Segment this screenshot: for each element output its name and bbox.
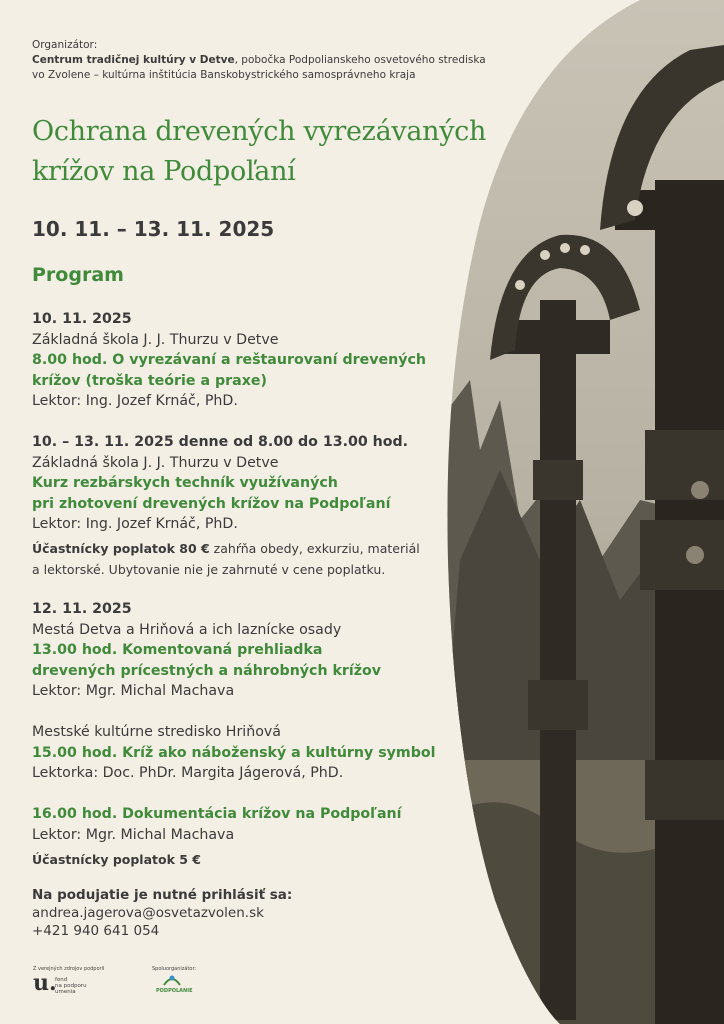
item-lector: Lektor: Ing. Jozef Krnáč, PhD. <box>32 393 238 409</box>
organizer-block <box>32 38 492 83</box>
item-date: 12. 11. 2025 <box>32 601 132 617</box>
title-line-2: krížov na Podpoľaní <box>32 156 296 187</box>
item-fee: Účastnícky poplatok 5 € <box>32 852 201 867</box>
item-lector: Lektor: Mgr. Michal Machava <box>32 826 235 843</box>
program-item-5 <box>32 804 452 870</box>
fee-detail: zahŕňa obedy, exkurziu, materiál <box>209 540 420 556</box>
item-lector: Lektor: Ing. Jozef Krnáč, PhD. <box>32 516 238 532</box>
item-event-cont: drevených prícestných a náhrobných krížov <box>32 662 382 679</box>
program-heading: Program <box>32 264 124 286</box>
fund-name-1: fond <box>55 977 68 983</box>
item-date: 10. – 13. 11. 2025 denne od 8.00 do 13.00 hod. <box>32 434 409 450</box>
fund-name-2: na podporu <box>55 983 87 989</box>
fee-amount: Účastnícky poplatok 80 € <box>32 540 210 556</box>
fund-name-3: umenia <box>55 989 76 995</box>
contact-email[interactable]: andrea.jagerova@osvetazvolen.sk <box>32 905 264 921</box>
program-item-1 <box>32 309 452 412</box>
registration-note: Na podujatie je nutné prihlásiť sa: <box>32 887 293 903</box>
organizer-detail-2: vo Zvolene – kultúrna inštitúcia Banskobystrického samosprávneho kraja <box>32 69 416 81</box>
organizer-detail: , pobočka Podpolianskeho osvetového strediska <box>234 54 486 66</box>
item-place: Základná škola J. J. Thurzu v Detve <box>32 454 279 471</box>
fund-name <box>55 977 87 995</box>
item-place: Základná škola J. J. Thurzu v Detve <box>32 331 279 348</box>
item-event: 16.00 hod. Dokumentácia krížov na Podpoľaní <box>32 806 402 822</box>
partner-logo-icon <box>162 973 182 987</box>
contact-block <box>32 886 452 940</box>
event-dates: 10. 11. – 13. 11. 2025 <box>32 217 275 241</box>
item-event: 8.00 hod. O vyrezávaní a reštaurovaní drevených <box>32 352 426 368</box>
fee-detail-2: a lektorské. Ubytovanie nie je zahrnuté v cene poplatku. <box>32 561 386 577</box>
program-item-4 <box>32 722 452 784</box>
contact-phone[interactable]: +421 940 641 054 <box>32 923 160 939</box>
partner-label: Spoluorganizátor: <box>152 966 197 972</box>
partner-name: PODPOLANIE <box>156 988 193 994</box>
item-event: Kurz rezbárskych techník využívaných <box>32 475 338 491</box>
page-title <box>32 112 486 192</box>
item-lector: Lektorka: Doc. PhDr. Margita Jágerová, PhD. <box>32 765 344 781</box>
item-lector: Lektor: Mgr. Michal Machava <box>32 683 235 699</box>
item-fee <box>32 538 452 559</box>
fund-logo: u. <box>33 970 57 996</box>
item-event: 15.00 hod. Kríž ako náboženský a kultúrny symbol <box>32 744 436 761</box>
program-item-2 <box>32 432 452 580</box>
item-place: Mestá Detva a Hriňová a ich laznícke osady <box>32 621 342 638</box>
item-event-cont: krížov (troška teórie a praxe) <box>32 372 267 389</box>
title-line-1: Ochrana drevených vyrezávaných <box>32 116 487 147</box>
item-event: 13.00 hod. Komentovaná prehliadka <box>32 642 323 658</box>
support-label: Z verejných zdrojov podporil <box>33 966 105 972</box>
item-date: 10. 11. 2025 <box>32 311 132 327</box>
item-place: Mestské kultúrne stredisko Hriňová <box>32 724 281 740</box>
organizer-name: Centrum tradičnej kultúry v Detve <box>32 54 235 66</box>
organizer-label: Organizátor: <box>32 39 98 51</box>
program-item-3 <box>32 599 452 702</box>
item-event-cont: pri zhotovení drevených krížov na Podpoľaní <box>32 495 391 512</box>
